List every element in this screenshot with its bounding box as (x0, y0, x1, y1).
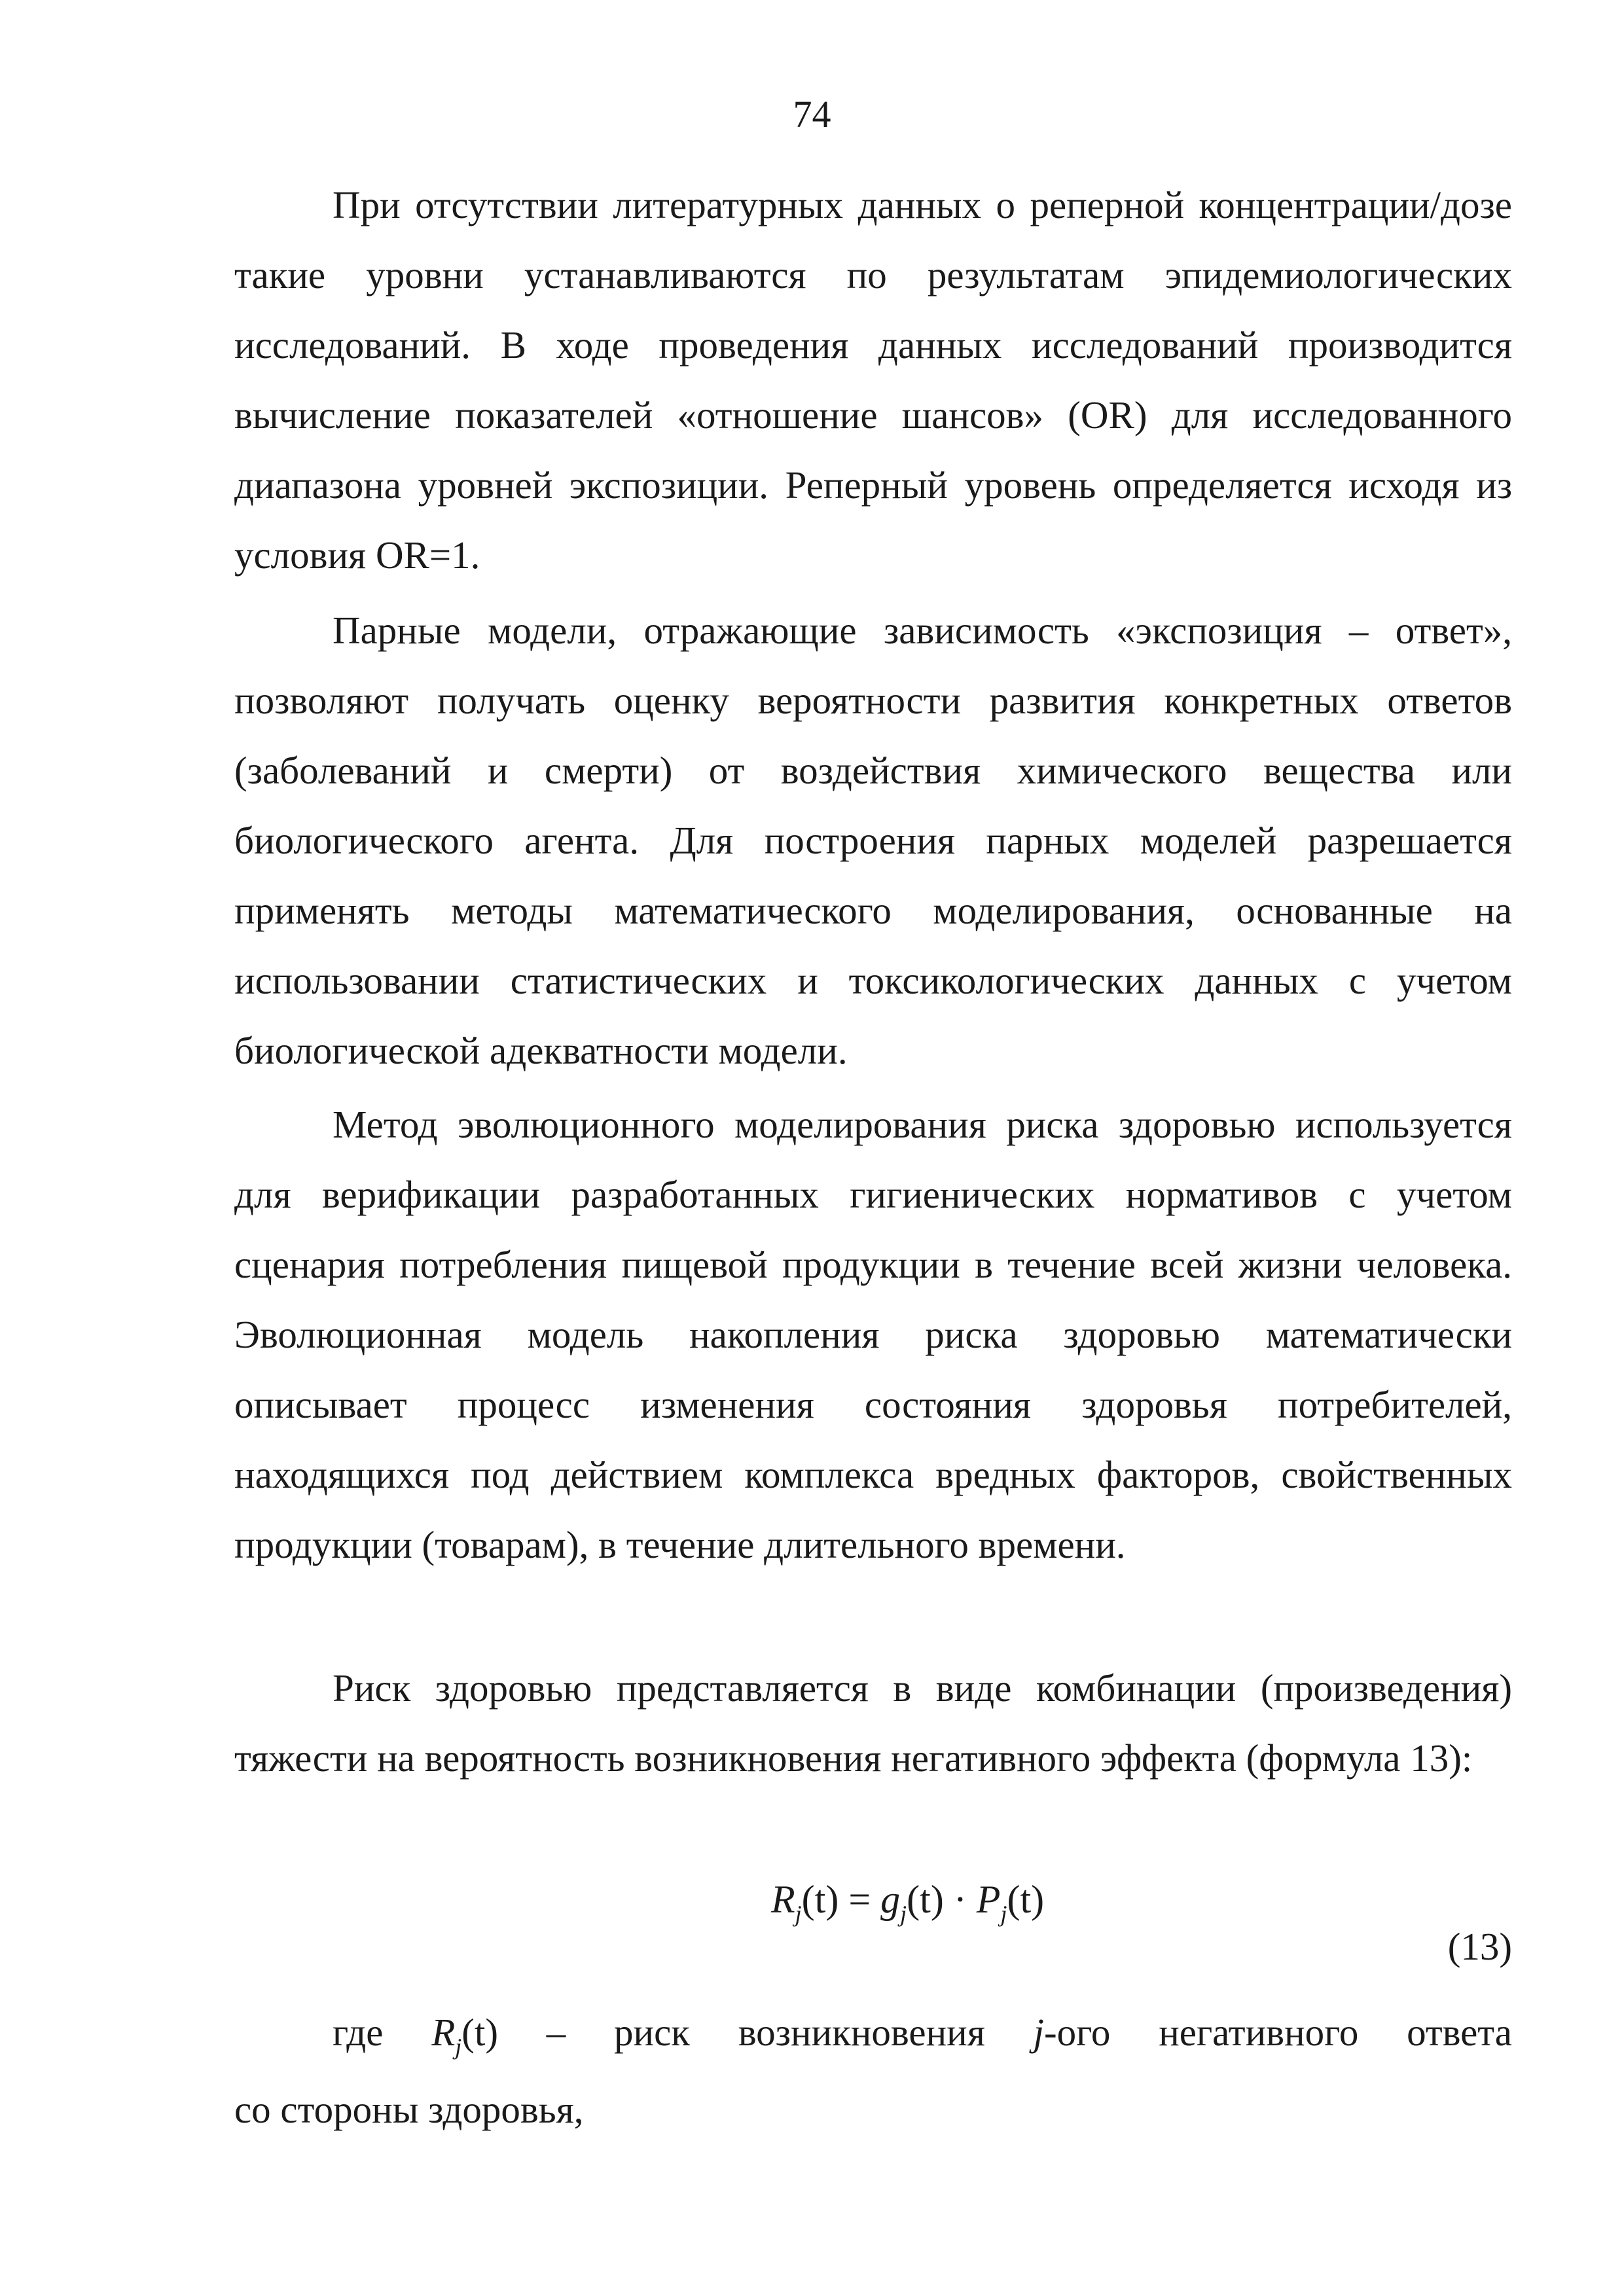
where-symbol (431, 1983, 498, 2096)
formula-g-arg: (t) (907, 1878, 944, 1921)
where-risk: риск (614, 2011, 690, 2054)
where-j-ordinal (1034, 1983, 1111, 2081)
formula-g: g (880, 1878, 901, 1921)
paragraph-text: При отсутствии литературных данных о реперной концентрации/дозе такие уровни устанавливаются по результатам эпидемиологических исследований. В ходе проведения данных исследований производится вычисление показателей «отношение шансов» (OR) для исследованного диапазона уровней экспозиции. Реперный уровень определяется исходя из условия OR=1. (234, 183, 1512, 577)
formula-p-arg: (t) (1007, 1878, 1045, 1921)
where-j: j (1033, 2011, 1045, 2054)
formula-equals: = (839, 1878, 881, 1921)
where-symbol-arg: (t) (461, 2011, 498, 2054)
formula-r: R (771, 1878, 795, 1921)
page-number: 74 (793, 93, 831, 135)
formula-g-sub: j (900, 1901, 907, 1927)
where-word: где (333, 2011, 384, 2054)
formula-dot: · (943, 1878, 977, 1921)
paragraph-reference-level (234, 170, 1512, 590)
paragraph-text: Метод эволюционного моделирования риска здоровью используется для верификации разработанных гигиенических нормативов с учетом сценария потребления пищевой продукции в течение всей жизни человека. Эволюционная модель накопления риска здоровью математически описывает процесс изменения состояния здоровья потребителей, находящихся под действием комплекса вредных факторов, свойственных продукции (товарам), в течение длительного времени. (234, 1103, 1512, 1566)
formula-13 (234, 1873, 1512, 1971)
where-response: ответа (1407, 2011, 1512, 2054)
formula-r-sub: j (795, 1901, 802, 1927)
formula-p: P (976, 1878, 1001, 1921)
where-dash: – (546, 2011, 566, 2054)
where-occurrence: возникновения (738, 2011, 985, 2054)
formula-expression (771, 1873, 1044, 1940)
where-continuation: со стороны здоровья, (234, 2088, 584, 2131)
formula-p-sub: j (1000, 1901, 1007, 1927)
paragraph-text: Парные модели, отражающие зависимость «экспозиция – ответ», позволяют получать оценку вероятности развития конкретных ответов (заболеваний и смерти) от воздействия химического вещества или биологического агента. Для построения парных моделей разрешается применять методы математического моделирования, основанные на использовании статистических и токсикологических данных с учетом биологической адекватности модели. (234, 609, 1512, 1072)
where-symbol-sub: j (455, 2034, 462, 2060)
paragraph-evolutionary-modeling (234, 1090, 1512, 1580)
formula-number: (13) (1447, 1925, 1512, 1968)
formula-r-arg: (t) (801, 1878, 839, 1921)
where-negative: негативного (1159, 2011, 1359, 2054)
where-j-suffix: -ого (1044, 2011, 1111, 2054)
paragraph-text: Риск здоровью представляется в виде комбинации (произведения) тяжести на вероятность возникновения негативного эффекта (формула 13): (234, 1666, 1512, 1780)
where-line (234, 1983, 1512, 2096)
paragraph-paired-models (234, 596, 1512, 1086)
paragraph-risk-definition (234, 1653, 1512, 1793)
where-symbol-r: R (431, 2011, 456, 2054)
